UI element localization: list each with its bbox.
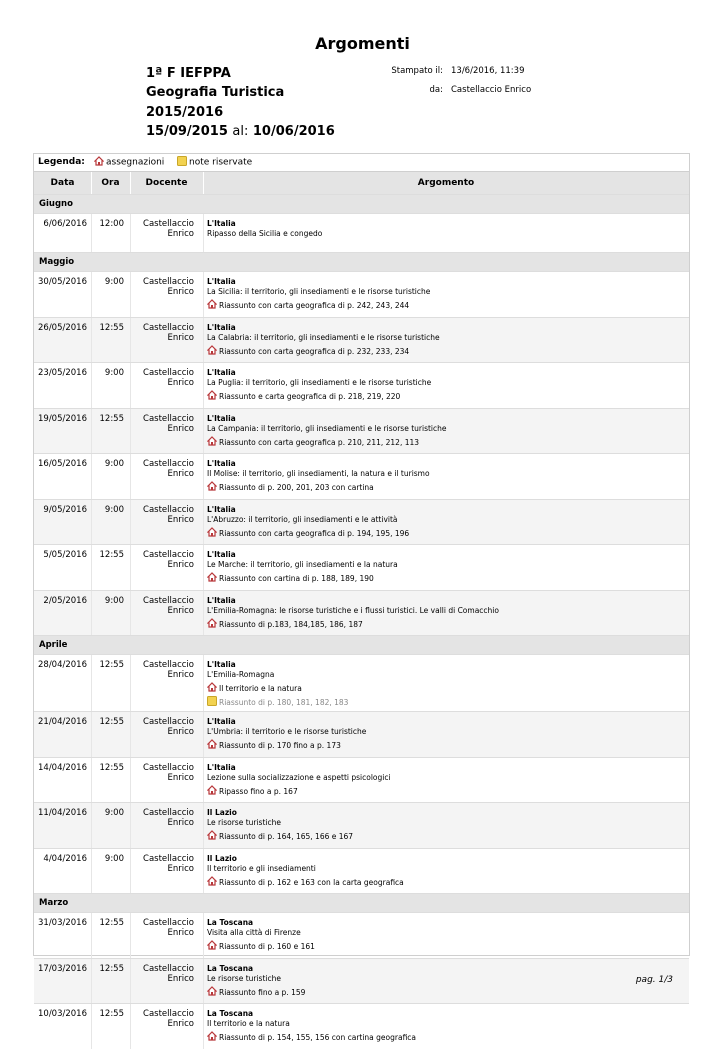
materia-value: Geografia Turistica xyxy=(146,85,285,100)
anno-value: 2015/2016 xyxy=(146,105,224,120)
table-row xyxy=(34,499,689,545)
row-date: 28/04/2016 xyxy=(38,660,87,670)
argomento-text: La Campania: il territorio, gli insediamenti e le risorse turistiche xyxy=(207,423,447,433)
argomento-title: L'Italia xyxy=(207,459,236,468)
house-icon xyxy=(207,876,217,886)
note-icon xyxy=(207,696,217,706)
col-ora: Ora xyxy=(101,178,120,188)
table-row xyxy=(34,213,689,252)
assignment-item: Riassunto con carta geografica di p. 242, 243, 244 xyxy=(207,299,677,311)
periodo-value xyxy=(146,124,335,139)
row-argomento xyxy=(207,918,677,952)
stampato-value: 13/6/2016, 11:39 xyxy=(451,66,525,76)
row-date: 30/05/2016 xyxy=(38,277,87,287)
row-date: 11/04/2016 xyxy=(38,808,87,818)
argomento-title: L'Italia xyxy=(207,595,236,605)
row-date: 19/05/2016 xyxy=(38,413,87,424)
row-time: 12:55 xyxy=(99,413,124,424)
house-icon xyxy=(207,830,217,840)
argomento-title: L'Italia xyxy=(207,368,236,377)
row-argomento xyxy=(207,717,677,751)
row-time: 9:00 xyxy=(104,808,124,818)
row-date: 21/04/2016 xyxy=(38,717,87,727)
argomento-title: L'Italia xyxy=(207,219,236,228)
row-argomento xyxy=(207,808,677,842)
argomento-title: L'Italia xyxy=(207,413,236,423)
row-time: 9:00 xyxy=(104,595,124,606)
row-argomento xyxy=(207,550,677,584)
row-docente: Castellaccio Enrico xyxy=(143,1009,194,1029)
table-row xyxy=(34,848,689,894)
table-row xyxy=(34,271,689,317)
legend-note: note riservate xyxy=(177,156,252,168)
argomento-text: L'Abruzzo: il territorio, gli insediamenti e le attività xyxy=(207,514,398,524)
row-time: 9:00 xyxy=(104,368,124,378)
argomento-text: Visita alla città di Firenze xyxy=(207,928,301,937)
house-icon xyxy=(207,527,217,537)
house-icon xyxy=(94,156,104,166)
da-value: Castellaccio Enrico xyxy=(451,85,532,95)
row-date: 17/03/2016 xyxy=(38,963,87,974)
table-row xyxy=(34,654,689,711)
argomento-text: Il territorio e gli insediamenti xyxy=(207,863,316,873)
row-date: 6/06/2016 xyxy=(43,219,87,229)
assignment-item: Riassunto con carta geografica di p. 232, 233, 234 xyxy=(207,345,677,357)
house-icon xyxy=(207,299,217,309)
assignment-item: Riassunto fino a p. 159 xyxy=(207,986,677,998)
argomento-text: La Puglia: il territorio, gli insediamenti e le risorse turistiche xyxy=(207,378,432,387)
house-icon xyxy=(207,1031,217,1041)
row-time: 9:00 xyxy=(104,504,124,515)
row-date: 9/05/2016 xyxy=(43,504,87,515)
row-date: 4/04/2016 xyxy=(43,853,87,864)
argomento-text: Il Molise: il territorio, gli insediamenti, la natura e il turismo xyxy=(207,469,430,478)
row-time: 9:00 xyxy=(104,853,124,864)
row-time: 12:55 xyxy=(99,717,124,727)
row-date: 26/05/2016 xyxy=(38,322,87,333)
row-date: 10/03/2016 xyxy=(38,1009,87,1019)
row-argomento xyxy=(207,368,677,402)
row-docente: Castellaccio Enrico xyxy=(143,918,194,938)
col-argomento: Argomento xyxy=(417,178,475,188)
month-header: Aprile xyxy=(34,635,689,654)
argomento-text: L'Emilia-Romagna: le risorse turistiche e i flussi turistici. Le valli di Comacchio xyxy=(207,605,499,615)
argomento-title: La Toscana xyxy=(207,918,254,927)
periodo-from: 15/09/2015 xyxy=(146,124,228,139)
legend-assegnazioni: assegnazioni xyxy=(94,156,164,168)
row-date: 2/05/2016 xyxy=(43,595,87,606)
argomento-title: L'Italia xyxy=(207,762,236,772)
house-icon xyxy=(207,390,217,400)
assignment-item: Riassunto di p. 162 e 163 con la carta geografica xyxy=(207,876,677,888)
month-header: Marzo xyxy=(34,893,689,912)
col-docente: Docente xyxy=(145,178,188,188)
row-docente: Castellaccio Enrico xyxy=(143,595,194,616)
table-row xyxy=(34,408,689,454)
row-argomento xyxy=(207,1009,677,1043)
da-label: da: xyxy=(429,85,443,95)
row-argomento xyxy=(207,505,677,539)
row-time: 12:55 xyxy=(99,322,124,333)
table-row xyxy=(34,802,689,848)
row-argomento xyxy=(207,763,677,797)
row-time: 12:55 xyxy=(99,1009,124,1019)
row-time: 12:55 xyxy=(99,963,124,974)
row-argomento xyxy=(207,459,677,493)
house-icon xyxy=(207,682,217,692)
row-time: 12:55 xyxy=(99,762,124,773)
row-docente: Castellaccio Enrico xyxy=(143,660,194,680)
row-argomento xyxy=(207,660,677,708)
argomento-title: Il Lazio xyxy=(207,808,237,817)
row-time: 12:55 xyxy=(99,550,124,560)
month-header: Maggio xyxy=(34,252,689,271)
table-row xyxy=(34,912,689,958)
table-row xyxy=(34,317,689,363)
argomento-title: L'Italia xyxy=(207,322,236,332)
table-row xyxy=(34,590,689,636)
argomento-text: L'Umbria: il territorio e le risorse turistiche xyxy=(207,727,367,736)
note-icon xyxy=(177,156,187,166)
house-icon xyxy=(207,739,217,749)
house-icon xyxy=(207,345,217,355)
argomento-text: Lezione sulla socializzazione e aspetti psicologici xyxy=(207,772,391,782)
argomento-text: Le risorse turistiche xyxy=(207,818,281,827)
row-argomento xyxy=(207,277,677,311)
row-date: 16/05/2016 xyxy=(38,459,87,469)
row-argomento xyxy=(207,414,677,448)
table-row xyxy=(34,711,689,757)
row-argomento xyxy=(207,219,677,239)
classe-value: 1ª F IEFPPA xyxy=(146,66,231,81)
periodo-to: 10/06/2016 xyxy=(252,124,335,139)
assignment-item: Ripasso fino a p. 167 xyxy=(207,785,677,797)
row-docente: Castellaccio Enrico xyxy=(143,368,194,388)
assignment-item: Il territorio e la natura xyxy=(207,682,677,694)
house-icon xyxy=(207,785,217,795)
row-time: 9:00 xyxy=(104,459,124,469)
house-icon xyxy=(207,572,217,582)
assignment-item: Riassunto di p.183, 184,185, 186, 187 xyxy=(207,618,677,630)
table-row xyxy=(34,757,689,803)
argomento-text: Le risorse turistiche xyxy=(207,973,281,983)
row-docente: Castellaccio Enrico xyxy=(143,808,194,828)
legend xyxy=(34,154,689,171)
house-icon xyxy=(207,986,217,996)
row-argomento xyxy=(207,596,677,630)
argomento-title: La Toscana xyxy=(207,1009,254,1018)
argomento-text: La Calabria: il territorio, gli insediamenti e le risorse turistiche xyxy=(207,332,440,342)
assignment-item: Riassunto di p. 164, 165, 166 e 167 xyxy=(207,830,677,842)
col-data: Data xyxy=(50,178,75,188)
row-docente: Castellaccio Enrico xyxy=(143,459,194,479)
table-row xyxy=(34,958,689,1004)
argomento-title: L'Italia xyxy=(207,277,236,286)
assignment-item: Riassunto con carta geografica p. 210, 211, 212, 113 xyxy=(207,436,677,448)
stampato-label: Stampato il: xyxy=(391,66,443,76)
legend-label: Legenda: xyxy=(38,157,85,167)
house-icon xyxy=(207,940,217,950)
row-docente: Castellaccio Enrico xyxy=(143,504,194,525)
month-header: Giugno xyxy=(34,194,689,213)
table-body xyxy=(34,194,689,1049)
row-argomento xyxy=(207,323,677,357)
assignment-item: Riassunto con cartina di p. 188, 189, 190 xyxy=(207,572,677,584)
assignment-item: Riassunto di p. 170 fino a p. 173 xyxy=(207,739,677,751)
table-row xyxy=(34,1003,689,1049)
row-docente: Castellaccio Enrico xyxy=(143,219,194,239)
assignment-item: Riassunto con carta geografica di p. 194, 195, 196 xyxy=(207,527,677,539)
row-date: 14/04/2016 xyxy=(38,762,87,773)
table-row xyxy=(34,453,689,499)
row-docente: Castellaccio Enrico xyxy=(143,277,194,297)
argomento-text: Ripasso della Sicilia e congedo xyxy=(207,229,323,238)
row-docente: Castellaccio Enrico xyxy=(143,963,194,984)
argomento-text: Il territorio e la natura xyxy=(207,1019,290,1028)
row-argomento xyxy=(207,964,677,998)
house-icon xyxy=(207,436,217,446)
assignment-item: Riassunto di p. 200, 201, 203 con cartina xyxy=(207,481,677,493)
assignment-item: Riassunto di p. 160 e 161 xyxy=(207,940,677,952)
argomento-title: Il Lazio xyxy=(207,853,237,863)
row-date: 31/03/2016 xyxy=(38,918,87,928)
argomento-title: L'Italia xyxy=(207,717,236,726)
house-icon xyxy=(207,618,217,628)
note-item: Riassunto di p. 180, 181, 182, 183 xyxy=(207,696,677,708)
row-time: 12:55 xyxy=(99,660,124,670)
table-row xyxy=(34,544,689,590)
argomento-title: L'Italia xyxy=(207,550,236,559)
row-time: 12:55 xyxy=(99,918,124,928)
table-header xyxy=(34,171,689,194)
row-time: 9:00 xyxy=(104,277,124,287)
argomento-text: Le Marche: il territorio, gli insediamenti e la natura xyxy=(207,560,398,569)
row-date: 5/05/2016 xyxy=(43,550,87,560)
argomento-title: L'Italia xyxy=(207,504,236,514)
row-docente: Castellaccio Enrico xyxy=(143,550,194,570)
table-row xyxy=(34,362,689,408)
row-argomento xyxy=(207,854,677,888)
assignment-item: Riassunto e carta geografica di p. 218, 219, 220 xyxy=(207,390,677,402)
row-docente: Castellaccio Enrico xyxy=(143,413,194,434)
argomento-text: L'Emilia-Romagna xyxy=(207,670,275,679)
row-time: 12:00 xyxy=(99,219,124,229)
row-docente: Castellaccio Enrico xyxy=(143,762,194,783)
row-date: 23/05/2016 xyxy=(38,368,87,378)
argomento-title: L'Italia xyxy=(207,660,236,669)
row-docente: Castellaccio Enrico xyxy=(143,853,194,874)
row-docente: Castellaccio Enrico xyxy=(143,717,194,737)
assignment-item: Riassunto di p. 154, 155, 156 con cartina geografica xyxy=(207,1031,677,1043)
argomento-text: La Sicilia: il territorio, gli insediamenti e le risorse turistiche xyxy=(207,287,431,296)
periodo-al: al: xyxy=(232,124,249,139)
row-docente: Castellaccio Enrico xyxy=(143,322,194,343)
page-title: Argomenti xyxy=(315,34,410,53)
argomento-title: La Toscana xyxy=(207,963,254,973)
house-icon xyxy=(207,481,217,491)
page-number: pag. 1/3 xyxy=(635,975,673,985)
